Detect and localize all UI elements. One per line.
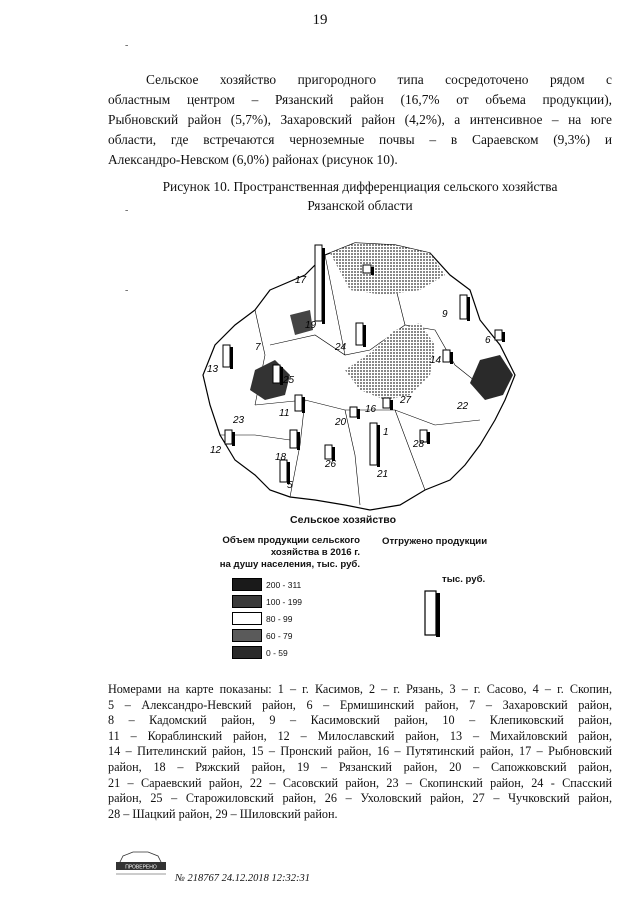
- paragraph-line: областным центром – Рязанский район (16,7% от объема продукции),: [108, 92, 612, 107]
- legend-swatch: [232, 595, 262, 608]
- district-label: 23: [233, 415, 245, 426]
- legend-swatch: [232, 629, 262, 642]
- paragraph-line: Сельское хозяйство пригородного типа сосредоточено рядом с: [146, 72, 612, 87]
- legend-swatch: [232, 578, 262, 591]
- legend-item: [232, 644, 302, 661]
- district-label: 17: [295, 275, 307, 286]
- legend-label: 100 - 199: [266, 596, 302, 607]
- shipped-bar-icon: [424, 590, 444, 638]
- paragraph-line: области, где встречаются черноземные почвы – в Сараевском (9,3%) и: [108, 132, 612, 147]
- numbers-legend-line: 5 – Александро-Невский район, 6 – Ермишинский район, 7 – Захаровский район,: [108, 697, 612, 712]
- figure-caption: [0, 177, 640, 215]
- shipped-unit: тыс. руб.: [442, 574, 486, 585]
- stamp-text: ПРОВЕРЕНО: [125, 864, 157, 871]
- district-label: 16: [365, 404, 377, 415]
- intro-paragraph: [108, 70, 612, 170]
- scan-mark: -: [125, 40, 129, 51]
- legend-item: [232, 610, 302, 627]
- district-label: 1: [383, 427, 389, 438]
- figure-caption-line-1: Рисунок 10. Пространственная дифференциация сельского хозяйства: [162, 179, 558, 194]
- legend-title: Сельское хозяйство: [290, 514, 397, 526]
- district-label: 11: [279, 408, 290, 419]
- numbers-legend: [108, 682, 612, 822]
- numbers-legend-line: 28 – Шацкий район, 29 – Шиловский район.: [108, 806, 338, 821]
- district-label: 21: [377, 469, 389, 480]
- volume-legend: [232, 576, 302, 661]
- district-label: 26: [325, 459, 337, 470]
- numbers-legend-line: 11 – Кораблинский район, 12 – Милославский район, 13 – Михайловский район,: [108, 728, 612, 743]
- verification-stamp: [113, 848, 168, 878]
- district-label: 24: [335, 342, 347, 353]
- numbers-legend-line: 14 – Пителинский район, 15 – Пронский район, 16 – Путятинский район, 17 – Рыбновский: [108, 744, 612, 759]
- volume-heading: [190, 535, 360, 571]
- numbers-legend-line: 21 – Сараевский район, 22 – Сасовский район, 23 – Скопинский район, 24 - Спасский: [108, 775, 612, 790]
- legend-label: 80 - 99: [266, 613, 293, 624]
- district-label: 6: [485, 335, 491, 346]
- paragraph-line: Рыбновский район (5,7%), Захаровский район (4,2%), а интенсивное – на юге: [108, 112, 612, 127]
- legend-label: 0 - 59: [266, 647, 288, 658]
- district-label: 12: [210, 445, 222, 456]
- district-label: 27: [400, 395, 412, 406]
- district-label: 5: [287, 480, 293, 491]
- district-label: 20: [335, 417, 347, 428]
- district-label: 22: [457, 401, 469, 412]
- district-label: 7: [255, 342, 261, 353]
- numbers-legend-line: 8 – Кадомский район, 9 – Касимовский район, 10 – Клепиковский район,: [108, 713, 612, 728]
- volume-heading-line: Объем продукции сельского: [222, 535, 360, 546]
- legend-swatch: [232, 612, 262, 625]
- numbers-legend-line: район, 25 – Старожиловский район, 26 – Ухоловский район, 27 – Чучковский район,: [108, 791, 612, 806]
- district-label: 28: [413, 439, 425, 450]
- district-label: 19: [305, 320, 317, 331]
- legend-item: [232, 627, 302, 644]
- district-label: 25: [283, 375, 295, 386]
- scan-mark: -: [125, 205, 129, 216]
- document-id: № 218767 24.12.2018 12:32:31: [175, 873, 311, 884]
- legend-swatch: [232, 646, 262, 659]
- figure-caption-line-2: Рязанской области: [307, 198, 413, 213]
- shipped-heading: Отгружено продукции: [382, 536, 488, 547]
- district-label: 13: [207, 364, 219, 375]
- legend-item: [232, 576, 302, 593]
- district-label: 14: [430, 355, 442, 366]
- district-label: 18: [275, 452, 287, 463]
- numbers-legend-line: район, 18 – Ряжский район, 19 – Рязанский район, 20 – Сапожковский район,: [108, 759, 612, 774]
- legend-label: 60 - 79: [266, 630, 293, 641]
- page-number: 19: [312, 12, 328, 28]
- numbers-legend-line: Номерами на карте показаны: 1 – г. Касимов, 2 – г. Рязань, 3 – г. Сасово, 4 – г. Скопин,: [108, 682, 612, 696]
- legend-item: [232, 593, 302, 610]
- paragraph-line: Александро-Невском (6,0%) районах (рисунок 10).: [108, 152, 398, 167]
- region-map: [195, 235, 535, 520]
- scan-mark: -: [125, 285, 129, 296]
- volume-heading-line: на душу населения, тыс. руб.: [219, 559, 360, 570]
- legend-label: 200 - 311: [266, 579, 302, 590]
- volume-heading-line: хозяйства в 2016 г.: [270, 547, 360, 558]
- district-label: 9: [442, 309, 448, 320]
